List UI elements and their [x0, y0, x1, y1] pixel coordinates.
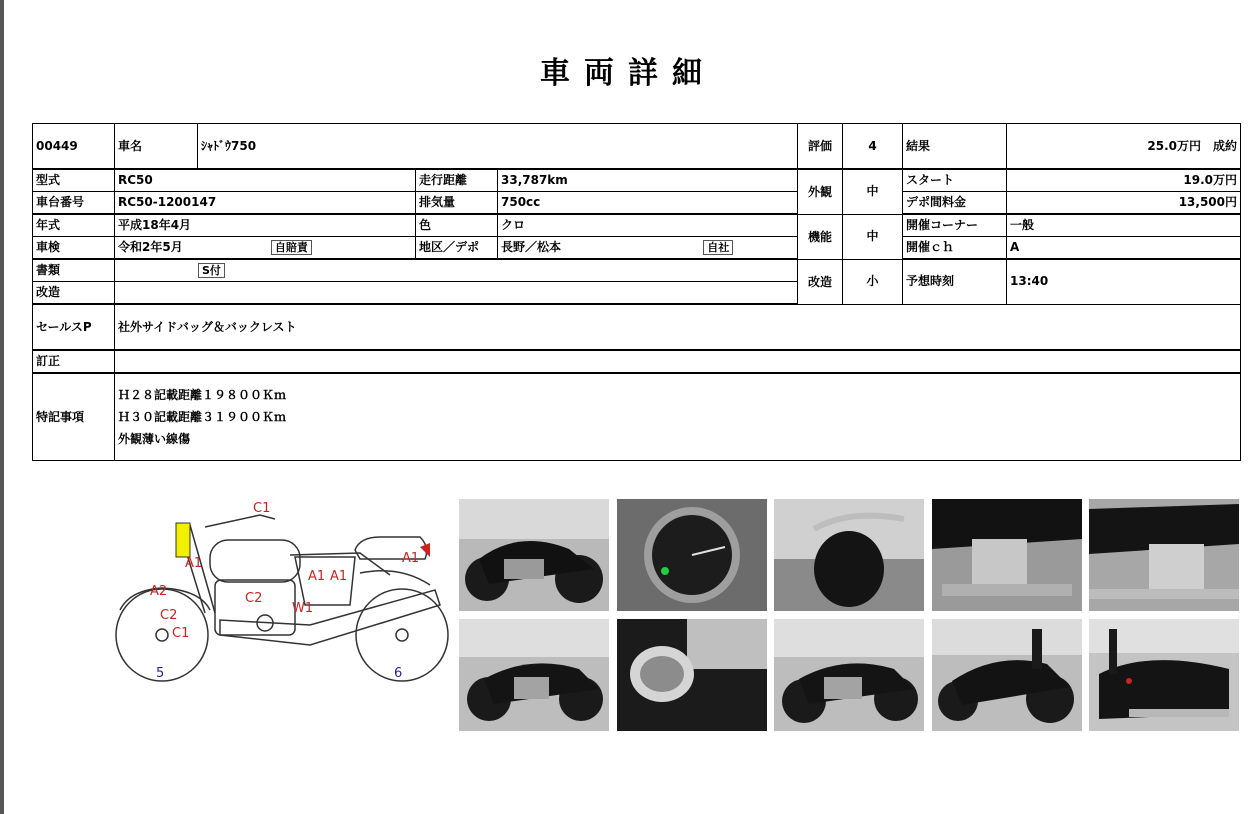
- damage-diagram: [110, 495, 455, 685]
- mechanical-grade: 中: [843, 214, 903, 259]
- result-label: 結果: [903, 124, 1007, 170]
- photo-thumbnail[interactable]: [774, 619, 924, 731]
- rear-hub: [396, 629, 408, 641]
- engine-block: [215, 580, 295, 635]
- year-value: 平成18年4月: [115, 214, 416, 237]
- start-label: スタート: [903, 169, 1007, 192]
- photo-thumbnail[interactable]: [459, 619, 609, 731]
- front-hub: [156, 629, 168, 641]
- fuel-tank: [210, 540, 300, 582]
- start-value: 19.0万円: [1007, 169, 1241, 192]
- photo-thumbnail[interactable]: [617, 499, 767, 611]
- inspection-label: 車検: [33, 237, 115, 260]
- photo-thumbnail[interactable]: [932, 619, 1082, 731]
- page-title: 車両詳細: [540, 56, 716, 91]
- damage-mark: A1: [308, 569, 326, 584]
- correction-value: [115, 350, 1241, 373]
- docs-tag: S付: [198, 263, 225, 278]
- time-value: 13:40: [1007, 259, 1241, 304]
- channel-value: A: [1007, 237, 1241, 260]
- time-label: 予想時刻: [903, 259, 1007, 304]
- depot-fee-label: デポ間料金: [903, 192, 1007, 215]
- handlebar: [205, 515, 275, 527]
- color-value: クロ: [498, 214, 798, 237]
- model-label: 型式: [33, 169, 115, 192]
- area-label: 地区／デポ: [416, 237, 498, 260]
- docs-cell: [115, 259, 798, 282]
- damage-mark: W1: [292, 601, 314, 616]
- inspection-cell: [115, 237, 416, 260]
- damage-mark: A1: [402, 551, 420, 566]
- area-tag: 自社: [703, 240, 733, 255]
- sales-point-label: セールスP: [33, 304, 115, 350]
- modification-grade: 小: [843, 259, 903, 304]
- color-label: 色: [416, 214, 498, 237]
- channel-label: 開催ｃｈ: [903, 237, 1007, 260]
- notes-label: 特記事項: [33, 373, 115, 461]
- tire-rear-grade: 6: [394, 666, 403, 681]
- note-line: Ｈ２８記載距離１９８００Ｋｍ: [118, 388, 287, 402]
- damage-mark: C1: [172, 626, 190, 641]
- docs-label: 書類: [33, 259, 115, 282]
- frame-label: 車台番号: [33, 192, 115, 215]
- mileage-label: 走行距離: [416, 169, 498, 192]
- year-label: 年式: [33, 214, 115, 237]
- sales-point-value: 社外サイドバッグ＆バックレスト: [115, 304, 1241, 350]
- mod-label: 改造: [33, 282, 115, 305]
- rear-fender: [360, 571, 430, 585]
- lot-number: 00449: [33, 124, 115, 170]
- corner-value: 一般: [1007, 214, 1241, 237]
- note-line: Ｈ３０記載距離３１９００Ｋｍ: [118, 410, 287, 424]
- exterior-grade: 中: [843, 169, 903, 214]
- correction-label: 訂正: [33, 350, 115, 373]
- area-cell: [498, 237, 798, 260]
- headlight-damage: [176, 523, 190, 557]
- damage-mark: A2: [150, 584, 168, 599]
- damage-mark: C2: [160, 608, 178, 623]
- viewer-left-edge: [0, 0, 4, 814]
- taillight-damage: [420, 543, 430, 557]
- mileage-value: 33,787km: [498, 169, 798, 192]
- displacement-label: 排気量: [416, 192, 498, 215]
- exterior-label: 外観: [798, 169, 843, 214]
- frame-value: RC50-1200147: [115, 192, 416, 215]
- displacement-value: 750cc: [498, 192, 798, 215]
- photo-thumbnail[interactable]: [932, 499, 1082, 611]
- vehicle-name: ｼｬﾄﾞｳ750: [198, 124, 798, 170]
- model-value: RC50: [115, 169, 416, 192]
- damage-mark: A1: [185, 556, 203, 571]
- photo-thumbnail[interactable]: [1089, 619, 1239, 731]
- photo-thumbnail[interactable]: [617, 619, 767, 731]
- mechanical-label: 機能: [798, 214, 843, 259]
- corner-label: 開催コーナー: [903, 214, 1007, 237]
- overall-grade: 4: [843, 124, 903, 170]
- area-value: 長野／松本: [501, 240, 562, 254]
- insurance-tag: 自賠責: [271, 240, 312, 255]
- notes-cell: [115, 373, 1241, 461]
- damage-mark: C1: [253, 501, 271, 516]
- name-label: 車名: [115, 124, 198, 170]
- depot-fee-value: 13,500円: [1007, 192, 1241, 215]
- result-value: 25.0万円 成約: [1007, 124, 1241, 170]
- damage-mark: C2: [245, 591, 263, 606]
- note-line: 外観薄い線傷: [118, 432, 191, 446]
- modification-label: 改造: [798, 259, 843, 304]
- photo-thumbnail[interactable]: [459, 499, 609, 611]
- inspection-value: 令和2年5月: [118, 240, 183, 254]
- mod-value: [115, 282, 798, 305]
- vehicle-spec-table: [32, 123, 1241, 461]
- overall-label: 評価: [798, 124, 843, 170]
- photo-thumbnail[interactable]: [774, 499, 924, 611]
- damage-mark: A1: [330, 569, 348, 584]
- photo-thumbnail[interactable]: [1089, 499, 1239, 611]
- tire-front-grade: 5: [156, 666, 165, 681]
